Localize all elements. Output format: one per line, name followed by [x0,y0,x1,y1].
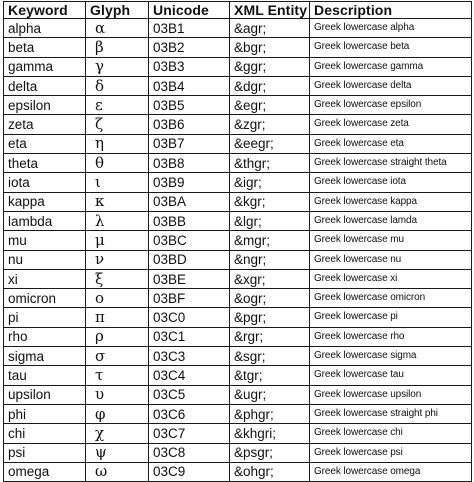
cell-unicode: 03C8 [149,443,230,462]
cell-glyph: φ [86,404,149,423]
cell-keyword: delta [4,76,86,95]
cell-unicode: 03C0 [149,308,230,327]
cell-description: Greek lowercase eta [310,134,472,153]
cell-description: Greek lowercase omicron [310,289,472,308]
cell-xml-entity: &tgr; [230,366,310,385]
greek-letter-reference-table-container [3,1,471,482]
cell-keyword: pi [4,308,86,327]
cell-description: Greek lowercase psi [310,443,472,462]
table-row [4,385,472,404]
cell-unicode: 03B9 [149,173,230,192]
cell-xml-entity: &psgr; [230,443,310,462]
cell-glyph: ρ [86,327,149,346]
cell-description: Greek lowercase chi [310,424,472,443]
cell-unicode: 03BA [149,192,230,211]
cell-xml-entity: &khgri; [230,424,310,443]
cell-description: Greek lowercase kappa [310,192,472,211]
cell-description: Greek lowercase iota [310,173,472,192]
cell-glyph: ζ [86,115,149,134]
cell-xml-entity: &ugr; [230,385,310,404]
cell-glyph: δ [86,76,149,95]
cell-unicode: 03BD [149,250,230,269]
table-row [4,192,472,211]
cell-keyword: kappa [4,192,86,211]
cell-keyword: chi [4,424,86,443]
cell-glyph: σ [86,347,149,366]
cell-keyword: beta [4,38,86,57]
table-row [4,462,472,481]
cell-glyph: α [86,19,149,38]
cell-description: Greek lowercase straight theta [310,154,472,173]
table-row [4,366,472,385]
table-row [4,424,472,443]
cell-unicode: 03C5 [149,385,230,404]
cell-glyph: β [86,38,149,57]
cell-keyword: tau [4,366,86,385]
column-header-keyword: Keyword [4,2,86,19]
cell-keyword: lambda [4,211,86,230]
cell-glyph: π [86,308,149,327]
cell-description: Greek lowercase beta [310,38,472,57]
cell-description: Greek lowercase epsilon [310,96,472,115]
cell-keyword: omicron [4,289,86,308]
cell-unicode: 03B4 [149,76,230,95]
table-row [4,404,472,423]
cell-unicode: 03C1 [149,327,230,346]
table-row [4,38,472,57]
cell-unicode: 03BF [149,289,230,308]
cell-keyword: omega [4,462,86,481]
table-row [4,19,472,38]
column-header-unicode: Unicode [149,2,230,19]
cell-unicode: 03C4 [149,366,230,385]
cell-glyph: ο [86,289,149,308]
cell-unicode: 03C9 [149,462,230,481]
cell-glyph: ν [86,250,149,269]
cell-glyph: μ [86,231,149,250]
cell-xml-entity: &bgr; [230,38,310,57]
cell-keyword: iota [4,173,86,192]
cell-xml-entity: &rgr; [230,327,310,346]
cell-keyword: upsilon [4,385,86,404]
table-row [4,211,472,230]
table-row [4,327,472,346]
cell-description: Greek lowercase omega [310,462,472,481]
table-row [4,173,472,192]
cell-xml-entity: &xgr; [230,269,310,288]
cell-keyword: mu [4,231,86,250]
cell-xml-entity: &zgr; [230,115,310,134]
cell-description: Greek lowercase nu [310,250,472,269]
table-row [4,134,472,153]
table-row [4,308,472,327]
cell-description: Greek lowercase mu [310,231,472,250]
cell-description: Greek lowercase xi [310,269,472,288]
cell-xml-entity: &pgr; [230,308,310,327]
cell-xml-entity: &eegr; [230,134,310,153]
table-body [4,19,472,482]
cell-description: Greek lowercase delta [310,76,472,95]
cell-keyword: phi [4,404,86,423]
table-row [4,231,472,250]
cell-glyph: λ [86,211,149,230]
cell-keyword: alpha [4,19,86,38]
cell-glyph: χ [86,424,149,443]
cell-description: Greek lowercase rho [310,327,472,346]
cell-unicode: 03BB [149,211,230,230]
cell-keyword: eta [4,134,86,153]
cell-keyword: sigma [4,347,86,366]
cell-keyword: xi [4,269,86,288]
cell-unicode: 03B8 [149,154,230,173]
cell-xml-entity: &igr; [230,173,310,192]
cell-glyph: ε [86,96,149,115]
cell-unicode: 03C7 [149,424,230,443]
cell-description: Greek lowercase sigma [310,347,472,366]
table-header-row [4,2,472,19]
cell-xml-entity: &phgr; [230,404,310,423]
cell-unicode: 03BC [149,231,230,250]
cell-unicode: 03BE [149,269,230,288]
table-row [4,96,472,115]
cell-description: Greek lowercase tau [310,366,472,385]
cell-unicode: 03C6 [149,404,230,423]
cell-unicode: 03B7 [149,134,230,153]
table-row [4,76,472,95]
cell-xml-entity: &lgr; [230,211,310,230]
cell-xml-entity: &ngr; [230,250,310,269]
cell-keyword: epsilon [4,96,86,115]
cell-glyph: γ [86,57,149,76]
cell-keyword: nu [4,250,86,269]
cell-glyph: ω [86,462,149,481]
cell-unicode: 03B1 [149,19,230,38]
cell-glyph: η [86,134,149,153]
cell-glyph: ψ [86,443,149,462]
cell-keyword: gamma [4,57,86,76]
cell-keyword: zeta [4,115,86,134]
cell-unicode: 03B5 [149,96,230,115]
table-row [4,250,472,269]
cell-description: Greek lowercase upsilon [310,385,472,404]
cell-glyph: ι [86,173,149,192]
cell-xml-entity: &egr; [230,96,310,115]
table-row [4,115,472,134]
cell-keyword: rho [4,327,86,346]
cell-xml-entity: &ohgr; [230,462,310,481]
cell-keyword: psi [4,443,86,462]
cell-glyph: θ [86,154,149,173]
cell-xml-entity: &agr; [230,19,310,38]
greek-letter-table [3,1,472,482]
table-row [4,443,472,462]
cell-keyword: theta [4,154,86,173]
cell-xml-entity: &kgr; [230,192,310,211]
cell-description: Greek lowercase pi [310,308,472,327]
cell-glyph: ξ [86,269,149,288]
cell-description: Greek lowercase alpha [310,19,472,38]
cell-unicode: 03B3 [149,57,230,76]
cell-unicode: 03B6 [149,115,230,134]
cell-glyph: υ [86,385,149,404]
table-row [4,289,472,308]
cell-description: Greek lowercase lamda [310,211,472,230]
column-header-xml-entity: XML Entity [230,2,310,19]
cell-description: Greek lowercase gamma [310,57,472,76]
cell-xml-entity: &dgr; [230,76,310,95]
cell-glyph: κ [86,192,149,211]
column-header-description: Description [310,2,472,19]
cell-unicode: 03B2 [149,38,230,57]
cell-xml-entity: &thgr; [230,154,310,173]
table-row [4,347,472,366]
cell-unicode: 03C3 [149,347,230,366]
table-row [4,269,472,288]
table-row [4,154,472,173]
table-row [4,57,472,76]
cell-xml-entity: &mgr; [230,231,310,250]
cell-xml-entity: &sgr; [230,347,310,366]
cell-glyph: τ [86,366,149,385]
cell-xml-entity: &ogr; [230,289,310,308]
cell-description: Greek lowercase straight phi [310,404,472,423]
cell-xml-entity: &ggr; [230,57,310,76]
column-header-glyph: Glyph [86,2,149,19]
cell-description: Greek lowercase zeta [310,115,472,134]
